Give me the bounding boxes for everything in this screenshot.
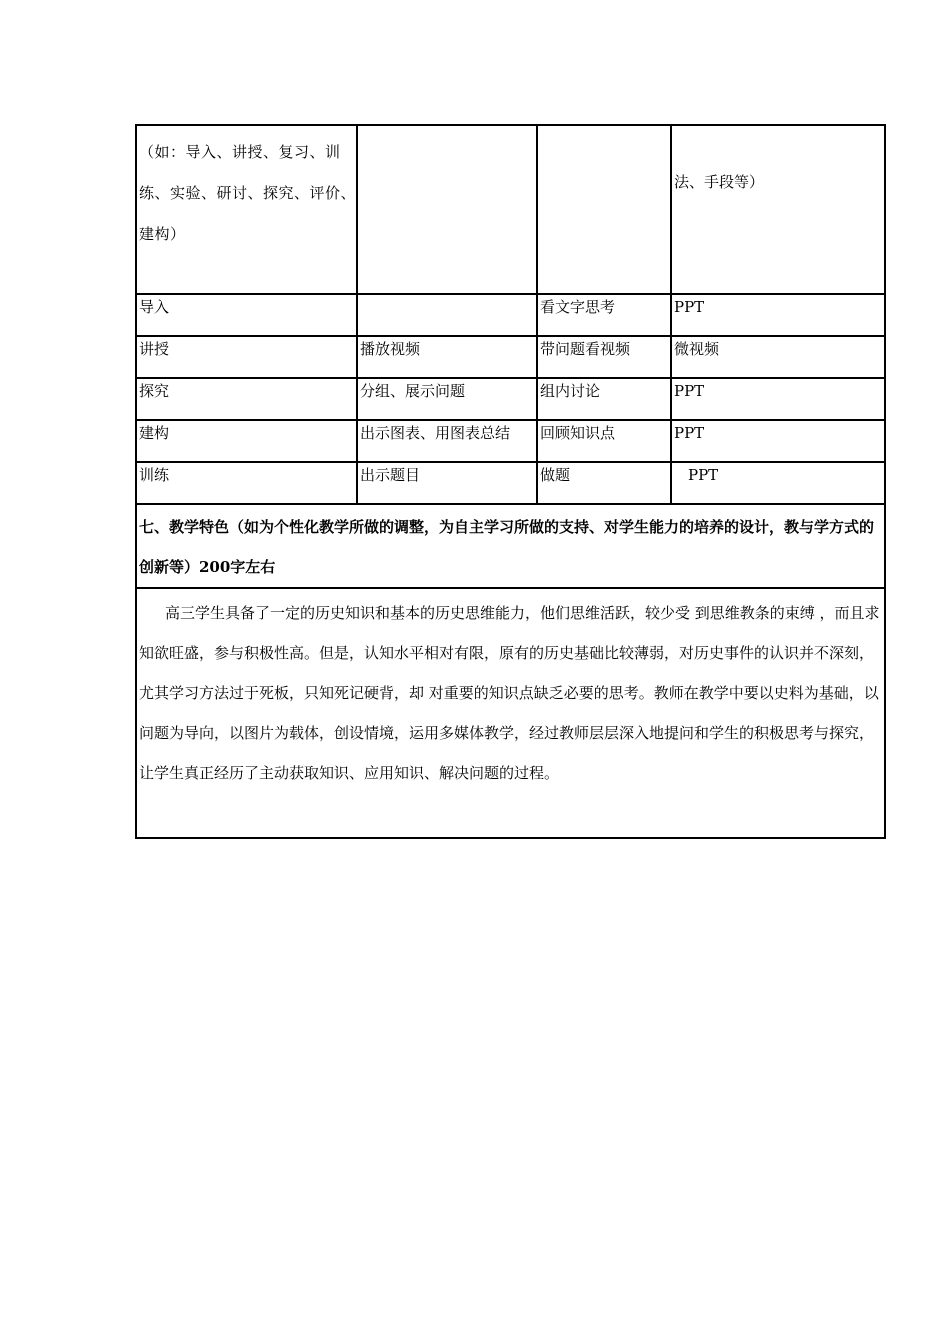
- section-7-content-cell: [136, 588, 885, 838]
- teaching-design-table: [135, 124, 886, 839]
- header-cell-media: 法、手段等）: [671, 125, 885, 294]
- table-row: [136, 336, 885, 378]
- header-cell-step-type: （如：导入、讲授、复习、训练、实验、研讨、探究、评价、建构）: [136, 125, 357, 294]
- step-cell: 讲授: [136, 336, 357, 378]
- table-row: [136, 420, 885, 462]
- table-header-row: [136, 125, 885, 294]
- student-activity-cell: 看文字思考: [537, 294, 671, 336]
- media-cell: PPT: [671, 378, 885, 420]
- header-cell-teacher: [357, 125, 537, 294]
- section-7-heading-row: [136, 504, 885, 588]
- header-cell-student: [537, 125, 671, 294]
- student-activity-cell: 回顾知识点: [537, 420, 671, 462]
- table-row: [136, 294, 885, 336]
- media-cell: PPT: [671, 462, 885, 504]
- teacher-activity-cell: [357, 294, 537, 336]
- teacher-activity-cell: 出示题目: [357, 462, 537, 504]
- media-cell: 微视频: [671, 336, 885, 378]
- step-cell: 建构: [136, 420, 357, 462]
- table-row: [136, 462, 885, 504]
- student-activity-cell: 组内讨论: [537, 378, 671, 420]
- step-cell: 导入: [136, 294, 357, 336]
- section-7-content-row: [136, 588, 885, 838]
- step-cell: 训练: [136, 462, 357, 504]
- teacher-activity-cell: 分组、展示问题: [357, 378, 537, 420]
- media-cell: PPT: [671, 294, 885, 336]
- teacher-activity-cell: 出示图表、用图表总结: [357, 420, 537, 462]
- table-row: [136, 378, 885, 420]
- section-7-heading: 七、教学特色（如为个性化教学所做的调整，为自主学习所做的支持、对学生能力的培养的设计，教与学方式的创新等）200字左右: [136, 504, 885, 588]
- step-cell: 探究: [136, 378, 357, 420]
- student-activity-cell: 做题: [537, 462, 671, 504]
- section-7-paragraph: 高三学生具备了一定的历史知识和基本的历史思维能力，他们思维活跃，较少受 到思维教条的束缚 ，而且求知欲旺盛，参与积极性高。但是，认知水平相对有限，原有的历史基础比较薄弱，对历史事件的认识并不深刻，尤其学习方法过于死板，只知死记硬背，却 对重要的知识点缺乏必要的思考。教师在教学中要以史料为基础，以问题为导向，以图片为载体，创设情境，运用多媒体教学，经过教师层层深入地提问和学生的积极思考与探究，让学生真正经历了主动获取知识、应用知识、解决问题的过程。: [139, 604, 880, 782]
- student-activity-cell: 带问题看视频: [537, 336, 671, 378]
- media-cell: PPT: [671, 420, 885, 462]
- teacher-activity-cell: 播放视频: [357, 336, 537, 378]
